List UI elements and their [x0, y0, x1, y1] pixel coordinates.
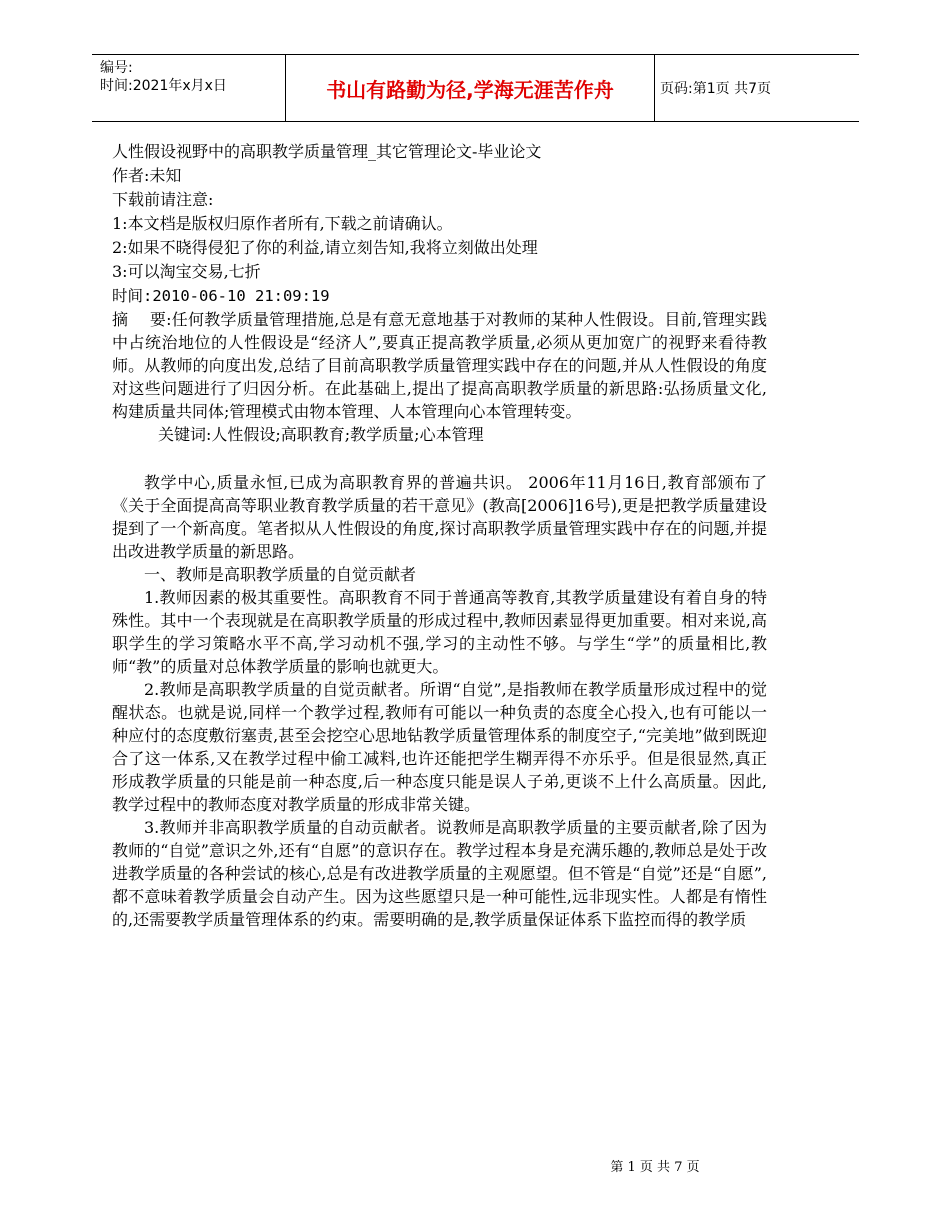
- document-title: 人性假设视野中的高职教学质量管理_其它管理论文-毕业论文: [112, 142, 542, 161]
- notice-item-1: 1:本文档是版权归原作者所有,下载之前请确认。: [112, 214, 453, 233]
- header-page-info: 页码:第1页 共7页: [660, 81, 771, 97]
- document-body: [112, 140, 767, 931]
- notice-item-2: 2:如果不晓得侵犯了你的利益,请立刻告知,我将立刻做出处理: [112, 238, 538, 257]
- section-heading-1: 一、教师是高职教学质量的自觉贡献者: [144, 565, 417, 584]
- header-motto-cell: [285, 55, 655, 121]
- body-paragraph-1: 1.教师因素的极其重要性。高职教育不同于普通高等教育,其教学质量建设有着自身的特殊性。其中一个表现就是在高职教学质量的形成过程中,教师因素显得更加重要。相对来说,高职学生的学习策略水平不高,学习动机不强,学习的主动性不够。与学生“学”的质量相比,教师“教”的质量对总体教学质量的影响也就更大。: [112, 588, 767, 676]
- notice-heading: 下载前请注意:: [112, 190, 214, 209]
- publish-time: 时间:2010-06-10 21:09:19: [112, 287, 330, 305]
- author-line: 作者:未知: [112, 166, 182, 185]
- time-label: 时间:2021年x月x日: [100, 78, 227, 94]
- spacer: [112, 447, 767, 471]
- body-paragraph-3: 3.教师并非高职教学质量的自动贡献者。说教师是高职教学质量的主要贡献者,除了因为教师的“自觉”意识之外,还有“自愿”的意识存在。教学过程本身是充满乐趣的,教师总是处于改进教学质量的各种尝试的核心,总是有改进教学质量的主观愿望。但不管是“自觉”还是“自愿”,都不意味着教学质量会自动产生。因为这些愿望只是一种可能性,远非现实性。人都是有惰性的,还需要教学质量管理体系的约束。需要明确的是,教学质量保证体系下监控而得的教学质: [112, 818, 767, 929]
- notice-item-3: 3:可以淘宝交易,七折: [112, 262, 261, 281]
- abstract-paragraph: 摘 要:任何教学质量管理措施,总是有意无意地基于对教师的某种人性假设。目前,管理实践中占统治地位的人性假设是“经济人”,要真正提高教学质量,必须从更加宽广的视野来看待教师。从教师的向度出发,总结了目前高职教学质量管理实践中存在的问题,并从人性假设的角度对这些问题进行了归因分析。在此基础上,提出了提高高职教学质量的新思路:弘扬质量文化,构建质量共同体;管理模式由物本管理、人本管理向心本管理转变。: [112, 310, 767, 421]
- body-paragraph-2: 2.教师是高职教学质量的自觉贡献者。所谓“自觉”,是指教师在教学质量形成过程中的觉醒状态。也就是说,同样一个教学过程,教师有可能以一种负责的态度全心投入,也有可能以一种应付的态度敷衍塞责,甚至会挖空心思地钻教学质量管理体系的制度空子,“完美地”做到既迎合了这一体系,又在教学过程中偷工减料,也许还能把学生糊弄得不亦乐乎。但是很显然,真正形成教学质量的只能是前一种态度,后一种态度只能是误人子弟,更谈不上什么高质量。因此,教学过程中的教师态度对教学质量的形成非常关键。: [112, 680, 767, 814]
- intro-paragraph: 教学中心,质量永恒,已成为高职教育界的普遍共识。 2006年11月16日,教育部颁布了《关于全面提高高等职业教育教学质量的若干意见》(教高[2006]16号),更是把教学质量建设提到了一个新高度。笔者拟从人性假设的角度,探讨高职教学质量管理实践中存在的问题,并提出改进教学质量的新思路。: [112, 473, 767, 561]
- page-header: [92, 54, 859, 122]
- footer-page-number: 第 1 页 共 7 页: [610, 1160, 700, 1175]
- keywords-line: 关键词:人性假设;高职教育;教学质量;心本管理: [158, 425, 484, 444]
- motto-text: 书山有路勤为径,学海无涯苦作舟: [326, 77, 614, 102]
- number-label: 编号:: [100, 60, 133, 76]
- page-footer: [0, 1156, 950, 1175]
- header-meta: [100, 59, 290, 95]
